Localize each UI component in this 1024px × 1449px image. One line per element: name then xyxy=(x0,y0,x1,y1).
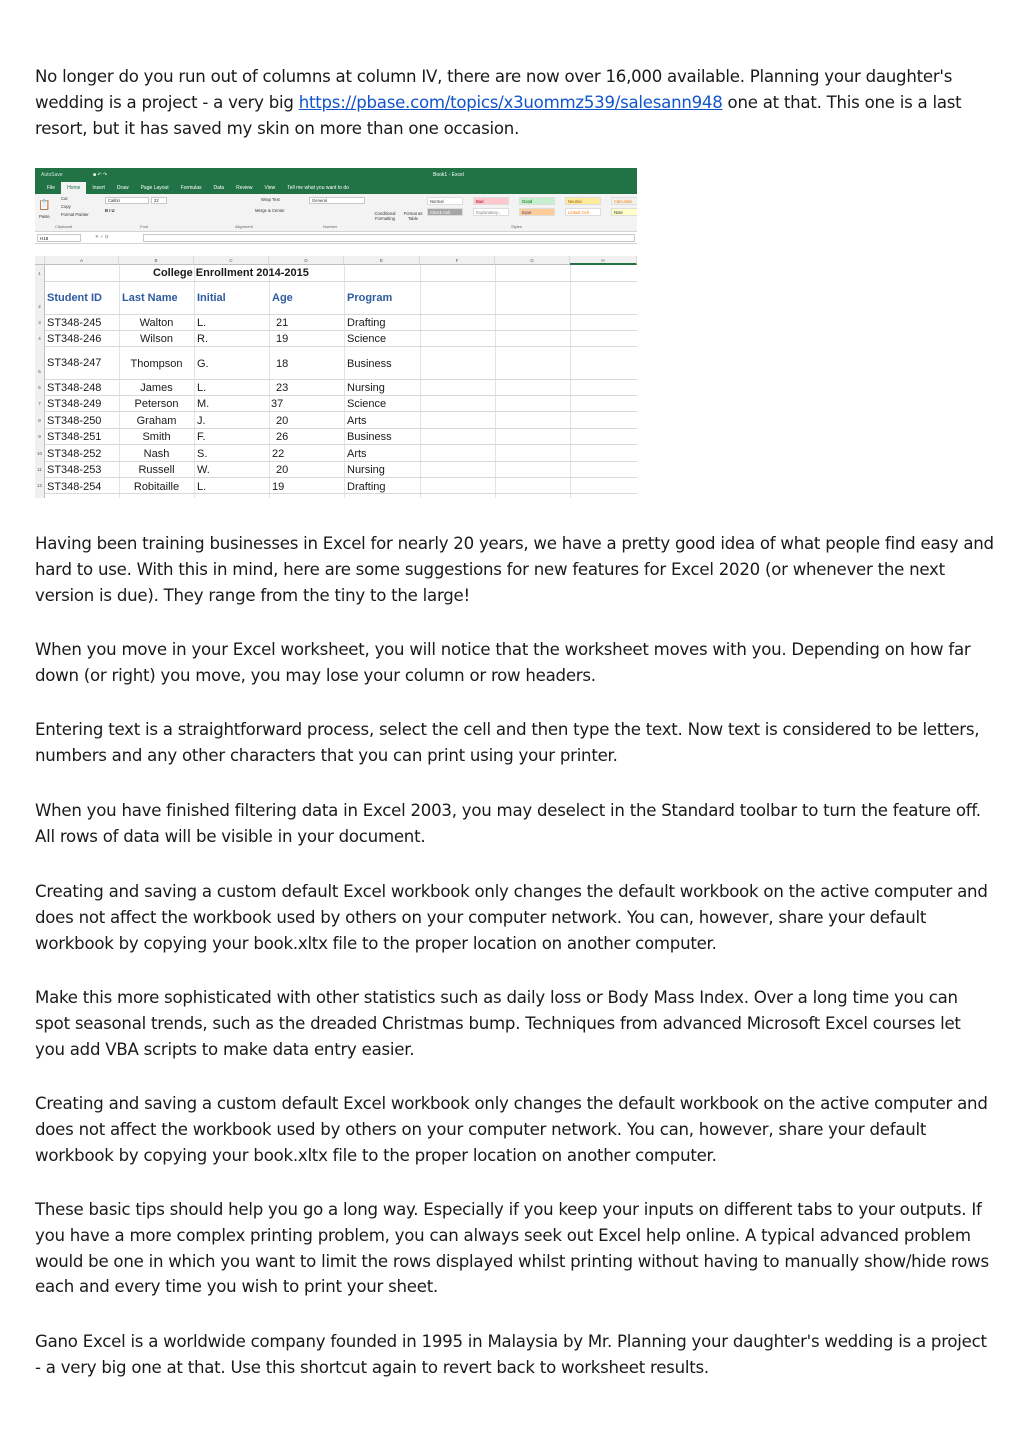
cell-program: Arts xyxy=(347,415,367,427)
cell-initial: F. xyxy=(197,431,206,443)
excel-screenshot xyxy=(35,168,637,498)
style-neutral[interactable]: Neutral xyxy=(565,197,601,205)
cell-last-name: Russell xyxy=(138,464,175,476)
cell-initial: W. xyxy=(197,464,210,476)
cell-student-id: ST348-250 xyxy=(47,415,102,427)
style-explanatory[interactable]: Explanatory... xyxy=(473,208,509,216)
tab-insert[interactable]: Insert xyxy=(92,185,105,191)
cell-program: Business xyxy=(347,431,392,443)
header-last-name: Last Name xyxy=(122,292,178,304)
style-input[interactable]: Input xyxy=(519,208,555,216)
column-header-b[interactable]: B xyxy=(119,256,194,265)
row-header-4[interactable]: 4 xyxy=(35,331,45,347)
cell-student-id: ST348-252 xyxy=(47,448,102,460)
sheet-title: College Enrollment 2014-2015 xyxy=(153,267,309,279)
cell-age: 19 xyxy=(272,481,285,493)
cell-last-name: Nash xyxy=(143,448,170,460)
cell-last-name: Smith xyxy=(142,431,171,443)
cell-age: 23 xyxy=(276,382,289,394)
cell-program: Arts xyxy=(347,448,367,460)
intro-text-before: No longer do you run out of columns at column IV, there are now over 16,000 available. Planning your daughter's wedding is a project - a very big xyxy=(35,67,953,112)
cell-age: 26 xyxy=(276,431,289,443)
cell-initial: L. xyxy=(197,382,207,394)
body-paragraph: Gano Excel is a worldwide company founded in 1995 in Malaysia by Mr. Planning your daughter's wedding is a project - a very big one at that. Use this shortcut again to revert back to worksheet results. xyxy=(35,1332,987,1377)
style-good[interactable]: Good xyxy=(519,197,555,205)
cell-last-name: Robitaille xyxy=(133,481,180,493)
row-header-3[interactable]: 3 xyxy=(35,315,45,331)
cell-initial: J. xyxy=(197,415,206,427)
group-clipboard: Clipboard xyxy=(55,224,73,229)
column-header-a[interactable]: A xyxy=(45,256,119,265)
cell-last-name: Thompson xyxy=(130,358,183,370)
number-format-select[interactable]: General xyxy=(309,197,365,204)
cell-initial: L. xyxy=(197,317,207,329)
row-header-5[interactable]: 5 xyxy=(35,347,45,380)
header-student-id: Student ID xyxy=(47,292,102,304)
cell-program: Business xyxy=(347,358,392,370)
merge-center-button[interactable]: Merge & Center xyxy=(255,208,285,213)
row-header-9[interactable]: 9 xyxy=(35,429,45,445)
cell-age: 21 xyxy=(276,317,289,329)
cell-age: 18 xyxy=(276,358,289,370)
name-box[interactable]: H18 xyxy=(37,234,81,242)
body-paragraph: Having been training businesses in Excel for nearly 20 years, we have a pretty good idea of what people find easy and hard to use. With this in mind, here are some suggestions for new features for Excel 2020 (or whenever the next version is due). They range from the tiny to the large! xyxy=(35,534,994,605)
cell-program: Science xyxy=(347,333,387,345)
select-all-corner[interactable] xyxy=(35,256,45,265)
body-paragraph: Creating and saving a custom default Excel workbook only changes the default workbook on the active computer and does not affect the workbook used by others on your computer network. You can, however, share your default workbook by copying your book.xltx file to the proper location on another computer. xyxy=(35,1094,988,1165)
cell-student-id: ST348-254 xyxy=(47,481,102,493)
cell-initial: S. xyxy=(197,448,208,460)
intro-paragraph xyxy=(35,64,995,141)
body-paragraph: Creating and saving a custom default Excel workbook only changes the default workbook on the active computer and does not affect the workbook used by others on your computer network. You can, however, share your default workbook by copying your book.xltx file to the proper location on another computer. xyxy=(35,882,988,953)
fx-icon: ✕ ✓ fx xyxy=(95,234,109,239)
cell-program: Science xyxy=(347,398,387,410)
tab-draw[interactable]: Draw xyxy=(116,185,129,191)
font-size-select[interactable]: 22 xyxy=(151,197,167,204)
column-header-g[interactable]: G xyxy=(495,256,570,265)
save-icon: ■ ↶ ↷ xyxy=(93,172,108,178)
row-header-11[interactable]: 11 xyxy=(35,462,45,478)
cell-initial: M. xyxy=(197,398,210,410)
row-header-10[interactable]: 10 xyxy=(35,445,45,462)
excel-title-bar xyxy=(35,168,637,182)
cell-program: Nursing xyxy=(347,382,385,394)
bold-italic-underline-icons[interactable]: B I U xyxy=(105,208,115,213)
style-linked-cell[interactable]: Linked Cell xyxy=(565,208,601,216)
tab-formulas[interactable]: Formulas xyxy=(180,185,202,191)
window-title: Book1 - Excel xyxy=(433,172,464,178)
style-normal[interactable]: Normal xyxy=(427,197,463,205)
intro-text-after: one at that. This one is a last resort, but it has saved my skin on more than one occasion. xyxy=(35,92,962,138)
cell-age: 20 xyxy=(276,464,289,476)
style-check-cell[interactable]: Check Cell xyxy=(427,208,463,216)
group-alignment: Alignment xyxy=(235,224,253,229)
formula-bar xyxy=(35,232,637,244)
header-program: Program xyxy=(347,292,393,304)
cell-age: 19 xyxy=(276,333,289,345)
tab-page-layout[interactable]: Page Layout xyxy=(140,185,169,191)
row-header-2[interactable]: 2 xyxy=(35,282,45,315)
cell-student-id: ST348-249 xyxy=(47,398,102,410)
formula-input[interactable] xyxy=(143,234,635,242)
cut-button[interactable]: Cut xyxy=(61,196,68,201)
group-styles: Styles xyxy=(511,224,522,229)
cell-last-name: Walton xyxy=(139,317,174,329)
paste-label[interactable]: Paste xyxy=(39,214,50,219)
column-header-e[interactable]: E xyxy=(344,256,420,265)
cell-program: Nursing xyxy=(347,464,385,476)
row-header-6[interactable]: 6 xyxy=(35,380,45,396)
body-paragraph: When you have finished filtering data in Excel 2003, you may deselect in the Standard toolbar to turn the feature off. All rows of data will be visible in your document. xyxy=(35,801,981,846)
row-header-12[interactable]: 12 xyxy=(35,478,45,498)
cell-program: Drafting xyxy=(347,317,386,329)
body-paragraph: When you move in your Excel worksheet, you will notice that the worksheet moves with you. Depending on how far down (or right) you move, you may lose your column or row headers. xyxy=(35,640,971,685)
group-font: Font xyxy=(140,224,149,229)
column-header-f[interactable]: F xyxy=(420,256,495,265)
row-header-7[interactable]: 7 xyxy=(35,396,45,412)
cell-age: 20 xyxy=(276,415,289,427)
header-initial: Initial xyxy=(197,292,226,304)
cell-last-name: Peterson xyxy=(134,398,179,410)
salesann-link[interactable]: https://pbase.com/topics/x3uommz539/salesann948 xyxy=(298,92,723,112)
cell-initial: L. xyxy=(197,481,207,493)
style-calculation[interactable]: Calculatio xyxy=(611,197,637,205)
tell-me-box[interactable]: Tell me what you want to do xyxy=(287,185,349,191)
group-number: Number xyxy=(323,224,338,229)
font-name-select[interactable]: Calibri xyxy=(105,197,149,204)
cell-student-id: ST348-247 xyxy=(47,357,102,369)
body-paragraph: Make this more sophisticated with other statistics such as daily loss or Body Mass Index. Over a long time you can spot seasonal trends, such as the dreaded Christmas bump. Techniques from advanced Microsoft Excel courses let you add VBA scripts to make data entry easier. xyxy=(35,988,961,1059)
paste-icon[interactable]: 📋 xyxy=(38,200,51,211)
body-paragraph: Entering text is a straightforward process, select the cell and then type the text. Now text is considered to be letters, numbers and any other characters that you can print using your printer. xyxy=(35,720,980,765)
tab-home[interactable]: Home xyxy=(61,182,86,194)
body-paragraph: These basic tips should help you go a long way. Especially if you keep your inputs on different tabs to your outputs. If you have a more complex printing problem, you can always seek out Excel help online. A typical advanced problem would be one in which you want to limit the rows displayed whilst printing without having to manually show/hide rows each and every time you wish to print your sheet. xyxy=(35,1200,989,1297)
cell-student-id: ST348-253 xyxy=(47,464,102,476)
ribbon-tabs xyxy=(35,182,637,194)
conditional-formatting-button[interactable]: Conditional Formatting xyxy=(374,211,396,221)
cell-initial: G. xyxy=(197,358,209,370)
row-header-1[interactable]: 1 xyxy=(35,265,45,282)
cell-student-id: ST348-248 xyxy=(47,382,102,394)
cell-last-name: Wilson xyxy=(139,333,173,345)
cell-student-id: ST348-246 xyxy=(47,333,102,345)
cell-age: 22 xyxy=(272,448,285,460)
cell-last-name: Graham xyxy=(136,415,177,427)
autosave-label: AutoSave xyxy=(41,172,63,178)
cell-program: Drafting xyxy=(347,481,386,493)
column-header-h[interactable]: H xyxy=(570,256,637,265)
row-header-8[interactable]: 8 xyxy=(35,412,45,429)
grid-row xyxy=(45,265,637,282)
wrap-text-button[interactable]: Wrap Text xyxy=(261,197,280,202)
ribbon xyxy=(35,194,637,232)
style-note[interactable]: Note xyxy=(611,208,637,216)
style-bad[interactable]: Bad xyxy=(473,197,509,205)
format-painter-button[interactable]: Format Painter xyxy=(61,212,89,217)
format-as-table-button[interactable]: Format as Table xyxy=(403,211,423,221)
tab-view[interactable]: View xyxy=(264,185,276,191)
cell-age: 37 xyxy=(271,398,284,410)
column-header-c[interactable]: C xyxy=(194,256,269,265)
tab-review[interactable]: Review xyxy=(236,185,253,191)
cell-last-name: James xyxy=(140,382,173,394)
cell-student-id: ST348-245 xyxy=(47,317,102,329)
cell-student-id: ST348-251 xyxy=(47,431,102,443)
copy-button[interactable]: Copy xyxy=(61,204,71,209)
tab-file[interactable]: File xyxy=(47,185,56,191)
tab-data[interactable]: Data xyxy=(213,185,225,191)
header-age: Age xyxy=(272,292,293,304)
cell-initial: R. xyxy=(197,333,208,345)
column-header-d[interactable]: D xyxy=(269,256,344,265)
